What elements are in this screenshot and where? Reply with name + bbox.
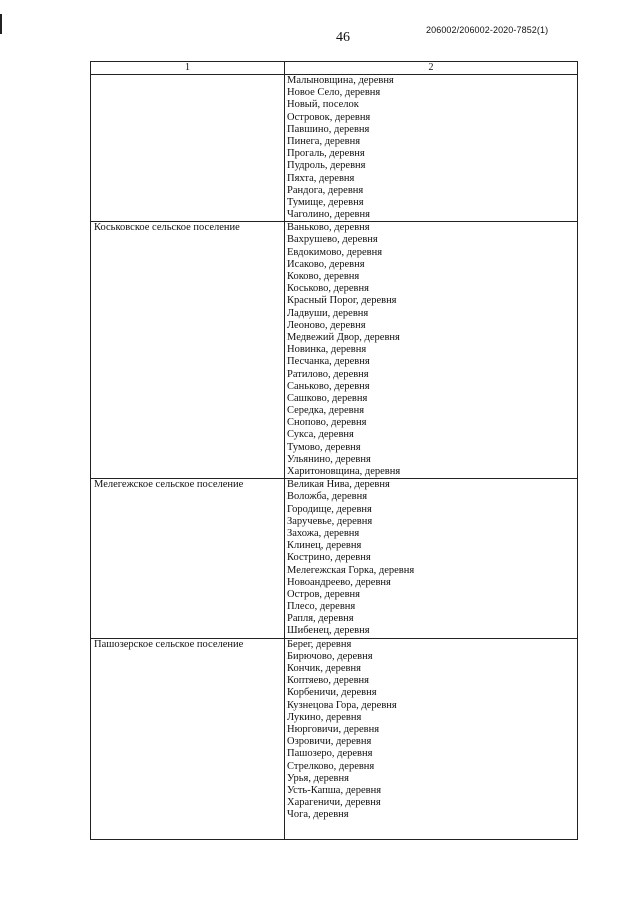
village-item: Рандога, деревня [287, 184, 364, 196]
settlement-cell [91, 638, 285, 840]
village-item: Исаково, деревня [287, 258, 365, 270]
village-item: Сукса, деревня [287, 429, 354, 441]
village-item: Рапля, деревня [287, 613, 354, 625]
village-item: Новинка, деревня [287, 344, 367, 356]
village-item: Ульянино, деревня [287, 453, 371, 465]
village-item: Саньково, деревня [287, 380, 370, 392]
village-item: Песчанка, деревня [287, 356, 370, 368]
village-item: Пудроль, деревня [287, 160, 366, 172]
village-item: Нюрговичи, деревня [287, 723, 380, 735]
village-item: Корбеничи, деревня [287, 687, 377, 699]
village-item: Лукино, деревня [287, 711, 362, 723]
village-item: Городище, деревня [287, 503, 372, 515]
village-item: Коптяево, деревня [287, 675, 369, 687]
villages-cell [285, 479, 578, 638]
village-item: Воложба, деревня [287, 491, 368, 503]
village-item: Бирючово, деревня [287, 650, 373, 662]
village-item: Кончик, деревня [287, 663, 361, 674]
village-item: Пашозеро, деревня [287, 748, 373, 760]
village-item: Сашково, деревня [287, 392, 368, 404]
village-item: Красный Порог, деревня [287, 295, 397, 307]
table-header-row [91, 62, 578, 75]
column-header-1: 1 [91, 62, 285, 75]
village-item: Кострино, деревня [287, 552, 371, 564]
village-item: Харитоновщина, деревня [287, 466, 401, 477]
village-item: Захожа, деревня [287, 527, 360, 539]
village-item: Ваньково, деревня [287, 222, 370, 234]
village-item: Медвежий Двор, деревня [287, 331, 400, 343]
table-row [91, 479, 578, 638]
village-item: Прогаль, деревня [287, 148, 365, 160]
village-item: Пяхта, деревня [287, 172, 355, 184]
village-item: Чаголино, деревня [287, 209, 370, 221]
village-item: Павшино, деревня [287, 123, 370, 135]
village-item: Великая Нива, деревня [287, 479, 390, 491]
village-item: Заручевье, деревня [287, 515, 373, 527]
village-item: Мелегежская Горка, деревня [287, 564, 415, 576]
village-item: Пинега, деревня [287, 135, 361, 147]
villages-cell [285, 222, 578, 479]
village-item: Леоново, деревня [287, 319, 366, 331]
village-item: Новоандреево, деревня [287, 576, 391, 588]
settlement-name: Пашозерское сельское поселение [94, 638, 244, 650]
village-item: Малыновщина, деревня [287, 75, 394, 86]
village-item: Островок, деревня [287, 111, 371, 123]
village-item: Снопово, деревня [287, 417, 367, 429]
villages-cell [285, 638, 578, 840]
village-item: Озровичи, деревня [287, 736, 372, 748]
village-item: Коково, деревня [287, 271, 360, 282]
document-code: 206002/206002-2020-7852(1) [426, 25, 549, 35]
settlement-cell [91, 75, 285, 222]
left-edge-mark [0, 14, 2, 34]
column-header-2: 2 [285, 62, 578, 75]
table-row [91, 75, 578, 222]
settlements-table [90, 61, 578, 840]
village-item: Ратилово, деревня [287, 368, 369, 380]
village-item: Новый, поселок [287, 99, 359, 111]
village-item: Кузнецова Гора, деревня [287, 699, 397, 711]
village-item: Плесо, деревня [287, 601, 356, 613]
village-item: Усть-Капша, деревня [287, 784, 382, 796]
village-item: Тумово, деревня [287, 441, 361, 453]
table-row [91, 638, 578, 840]
villages-cell [285, 75, 578, 222]
village-item: Остров, деревня [287, 588, 360, 600]
village-item: Ладвуши, деревня [287, 307, 369, 319]
settlement-cell [91, 479, 285, 638]
village-item: Клинец, деревня [287, 540, 362, 552]
village-item: Шибенец, деревня [287, 625, 370, 637]
table-body [91, 75, 578, 840]
village-item: Вахрушево, деревня [287, 234, 378, 246]
village-item: Урья, деревня [287, 772, 349, 784]
village-item: Середка, деревня [287, 405, 365, 417]
settlement-name: Коськовское сельское поселение [94, 222, 240, 234]
village-item: Стрелково, деревня [287, 760, 375, 772]
village-item: Тумище, деревня [287, 196, 364, 208]
settlement-name: Мелегежское сельское поселение [94, 479, 244, 491]
table-row [91, 222, 578, 479]
village-item: Чога, деревня [287, 809, 349, 821]
village-item: Берег, деревня [287, 638, 352, 650]
settlement-name [91, 75, 284, 87]
cell-filler [285, 821, 577, 839]
village-item: Харагеничи, деревня [287, 797, 381, 809]
page-number: 46 [336, 30, 350, 45]
village-item: Коськово, деревня [287, 283, 369, 295]
settlement-cell [91, 222, 285, 479]
village-item: Новое Село, деревня [287, 87, 381, 99]
village-item: Евдокимово, деревня [287, 246, 383, 258]
